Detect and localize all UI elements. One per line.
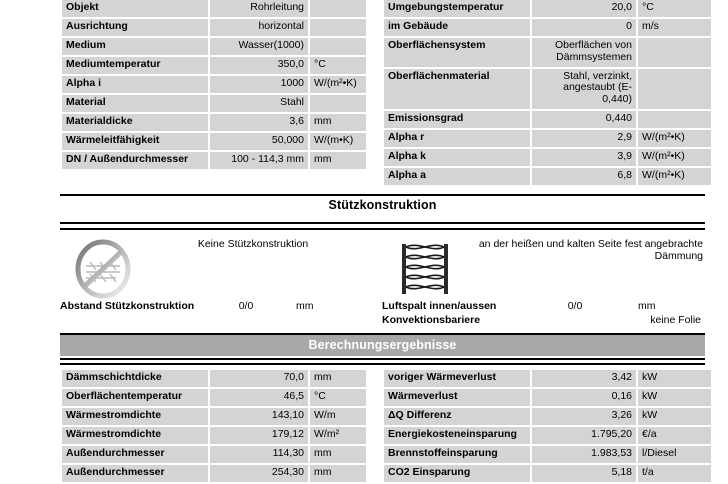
table-row	[62, 19, 366, 36]
air-gap-label: Luftspalt innen/aussen	[382, 299, 497, 312]
spec-unit: mm	[310, 152, 366, 169]
support-left-top	[60, 234, 360, 298]
spec-value: Oberflächen von Dämmsystemen	[532, 38, 636, 67]
result-label: Energiekosteneinsparung	[384, 427, 530, 444]
spec-label: Oberflächensystem	[384, 38, 530, 67]
result-unit: t/a	[638, 465, 711, 482]
result-unit: €/a	[638, 427, 711, 444]
table-row	[62, 114, 366, 131]
spec-value: Stahl	[210, 95, 308, 112]
support-distance-label: Abstand Stützkonstruktion	[60, 299, 195, 312]
spec-label: Ausrichtung	[62, 19, 208, 36]
spec-unit	[638, 69, 711, 109]
result-unit: W/m	[310, 408, 366, 425]
result-label: Wärmestromdichte	[62, 427, 208, 444]
support-left-note: Keine Stützkonstruktion	[197, 237, 309, 250]
spec-label: Alpha k	[384, 149, 530, 166]
spec-value: horizontal	[210, 19, 308, 36]
table-row	[384, 38, 711, 67]
results-right-column	[382, 368, 705, 484]
table-row	[384, 130, 711, 147]
spec-unit: °C	[310, 57, 366, 74]
spec-label: Oberflächenmaterial	[384, 69, 530, 109]
table-row	[62, 465, 366, 482]
table-row	[62, 370, 366, 387]
table-row	[62, 408, 366, 425]
spec-unit	[310, 95, 366, 112]
spec-value: 0	[532, 19, 636, 36]
spec-value: Stahl, verzinkt, angestaubt (E- 0,440)	[532, 69, 636, 109]
table-row	[384, 168, 711, 185]
table-row	[384, 408, 711, 425]
specifications-left-body	[62, 0, 366, 169]
no-support-construction-icon	[60, 234, 146, 298]
spec-value: 2,9	[532, 130, 636, 147]
support-right-note: an der heißen und kalten Seite fest angebrachte Dämmung	[478, 237, 703, 263]
spec-value: 3,6	[210, 114, 308, 131]
result-unit: °C	[310, 389, 366, 406]
table-row	[384, 427, 711, 444]
result-label: Wärmestromdichte	[62, 408, 208, 425]
spec-label: im Gebäude	[384, 19, 530, 36]
spec-label: Objekt	[62, 0, 208, 17]
support-distance-row	[60, 300, 360, 312]
divider-below-support-title	[60, 222, 705, 230]
spec-unit	[310, 38, 366, 55]
spec-label: Umgebungstemperatur	[384, 0, 530, 17]
spec-label: Material	[62, 95, 208, 112]
result-label: CO2 Einsparung	[384, 465, 530, 482]
table-row	[384, 19, 711, 36]
result-unit: mm	[310, 446, 366, 463]
result-label: Außendurchmesser	[62, 446, 208, 463]
result-label: Brennstoffeinsparung	[384, 446, 530, 463]
result-label: Dämmschichtdicke	[62, 370, 208, 387]
spec-unit	[638, 38, 711, 67]
result-value: 5,18	[532, 465, 636, 482]
result-unit: l/Diesel	[638, 446, 711, 463]
spec-label: Medium	[62, 38, 208, 55]
result-unit: kW	[638, 408, 711, 425]
table-row	[62, 0, 366, 17]
convection-barrier-row	[382, 314, 705, 326]
spec-label: Alpha i	[62, 76, 208, 93]
spec-label: Alpha a	[384, 168, 530, 185]
spec-unit	[638, 111, 711, 128]
results-section-title: Berechnungsergebnisse	[60, 335, 705, 356]
result-label: voriger Wärmeverlust	[384, 370, 530, 387]
table-row	[62, 133, 366, 150]
result-unit: mm	[310, 465, 366, 482]
results-section	[60, 368, 705, 484]
results-left-column	[60, 368, 360, 484]
table-row	[384, 370, 711, 387]
result-value: 179,12	[210, 427, 308, 444]
result-value: 143,10	[210, 408, 308, 425]
specifications-right-body	[384, 0, 711, 185]
spec-value: 6,8	[532, 168, 636, 185]
support-right-top	[382, 234, 705, 298]
support-distance-value: 0/0	[238, 299, 254, 312]
specifications-section	[60, 0, 705, 187]
divider-below-results-banner	[60, 358, 705, 365]
spec-value: 350,0	[210, 57, 308, 74]
spec-label: Materialdicke	[62, 114, 208, 131]
spec-unit: W/(m²•K)	[310, 76, 366, 93]
support-left-half	[60, 234, 360, 326]
spec-value: 0,440	[532, 111, 636, 128]
spec-value: 3,9	[532, 149, 636, 166]
table-row	[384, 0, 711, 17]
report-sheet	[60, 0, 705, 484]
result-unit: kW	[638, 370, 711, 387]
result-label: ΔQ Differenz	[384, 408, 530, 425]
result-label: Oberflächentemperatur	[62, 389, 208, 406]
result-value: 114,30	[210, 446, 308, 463]
support-section-title: Stützkonstruktion	[328, 197, 437, 212]
results-right-table	[382, 368, 713, 484]
result-value: 70,0	[210, 370, 308, 387]
spec-value: 1000	[210, 76, 308, 93]
air-gap-row	[382, 300, 705, 312]
result-value: 1.795,20	[532, 427, 636, 444]
table-row	[62, 76, 366, 93]
spec-unit	[310, 0, 366, 17]
table-row	[384, 446, 711, 463]
insulation-mesh-icon	[382, 234, 468, 298]
spec-label: DN / Außendurchmesser	[62, 152, 208, 169]
table-row	[384, 111, 711, 128]
table-row	[62, 38, 366, 55]
result-value: 3,26	[532, 408, 636, 425]
air-gap-value: 0/0	[567, 299, 583, 312]
spec-value: Rohrleitung	[210, 0, 308, 17]
spec-label: Emissionsgrad	[384, 111, 530, 128]
spec-unit: W/(m²•K)	[638, 168, 711, 185]
table-row	[62, 152, 366, 169]
result-value: 3,42	[532, 370, 636, 387]
specifications-right-table	[382, 0, 713, 187]
result-value: 254,30	[210, 465, 308, 482]
table-row	[62, 57, 366, 74]
table-row	[62, 95, 366, 112]
spec-unit: m/s	[638, 19, 711, 36]
air-gap-unit: mm	[638, 299, 656, 312]
spec-label: Alpha r	[384, 130, 530, 147]
specifications-left-table	[60, 0, 368, 171]
result-label: Wärmeverlust	[384, 389, 530, 406]
table-row	[384, 465, 711, 482]
result-unit: kW	[638, 389, 711, 406]
support-construction-section	[60, 234, 705, 326]
results-right-body	[384, 370, 711, 482]
specifications-left-column	[60, 0, 360, 187]
results-left-table	[60, 368, 368, 484]
convection-barrier-value: keine Folie	[650, 313, 701, 326]
spec-unit: W/(m²•K)	[638, 149, 711, 166]
spec-unit: °C	[638, 0, 711, 17]
support-distance-unit: mm	[296, 299, 314, 312]
table-row	[384, 149, 711, 166]
table-row	[62, 446, 366, 463]
result-value: 46,5	[210, 389, 308, 406]
spec-value: Wasser(1000)	[210, 38, 308, 55]
result-value: 1.983,53	[532, 446, 636, 463]
spec-value: 20,0	[532, 0, 636, 17]
spec-unit: W/(m²•K)	[638, 130, 711, 147]
support-right-half	[382, 234, 705, 326]
spec-unit	[310, 19, 366, 36]
table-row	[384, 69, 711, 109]
spec-value: 50,000	[210, 133, 308, 150]
spec-label: Mediumtemperatur	[62, 57, 208, 74]
results-left-body	[62, 370, 366, 482]
result-value: 0,16	[532, 389, 636, 406]
spec-unit: mm	[310, 114, 366, 131]
result-label: Außendurchmesser	[62, 465, 208, 482]
spec-value: 100 - 114,3 mm	[210, 152, 308, 169]
table-row	[62, 389, 366, 406]
spec-label: Wärmeleitfähigkeit	[62, 133, 208, 150]
specifications-right-column	[382, 0, 705, 187]
convection-barrier-label: Konvektionsbariere	[382, 313, 481, 326]
spec-unit: W/(m•K)	[310, 133, 366, 150]
table-row	[384, 389, 711, 406]
table-row	[62, 427, 366, 444]
result-unit: W/m²	[310, 427, 366, 444]
result-unit: mm	[310, 370, 366, 387]
